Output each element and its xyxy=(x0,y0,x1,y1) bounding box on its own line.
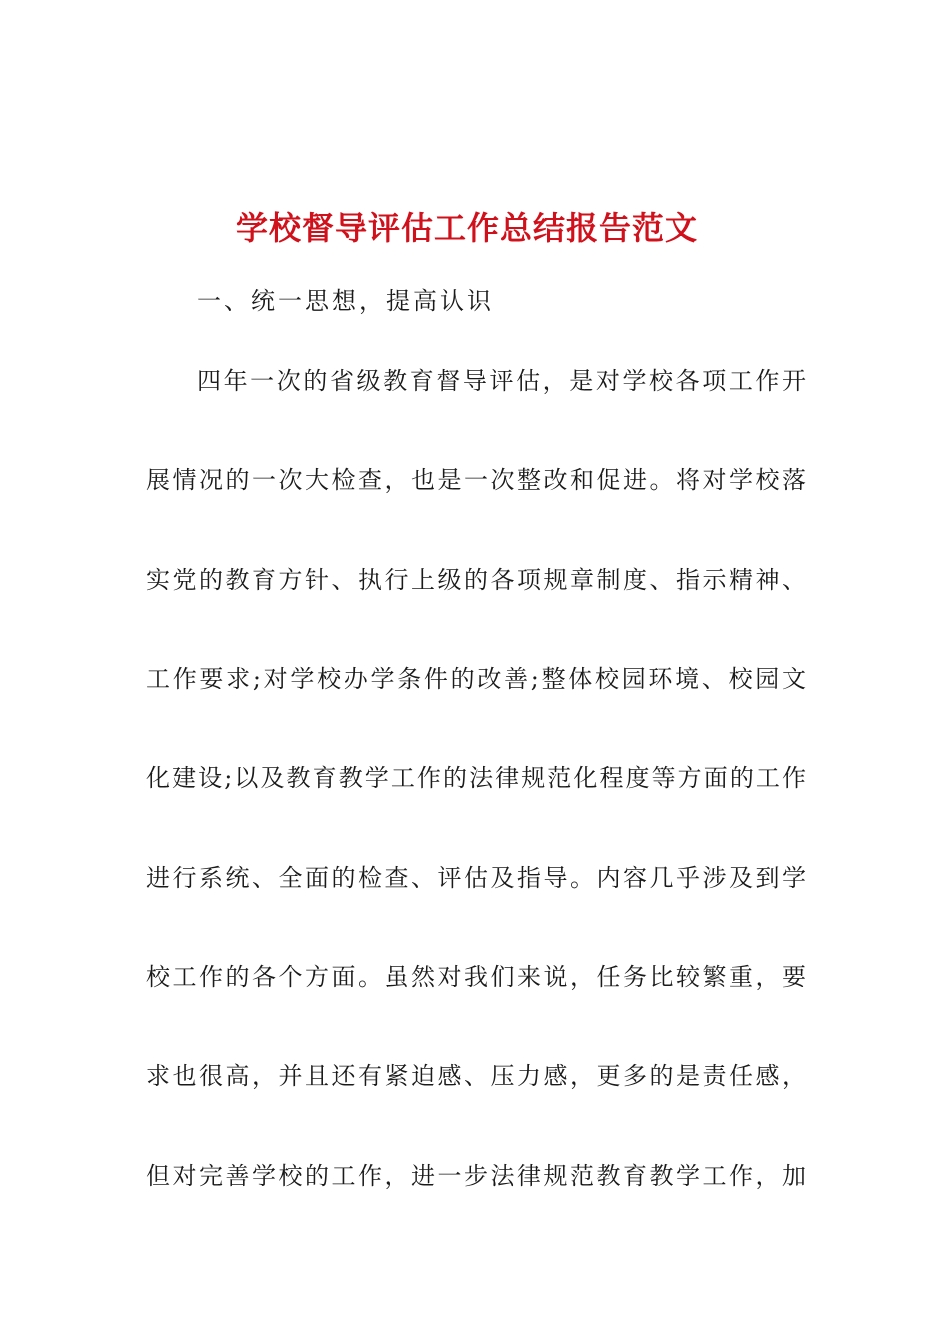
body-line: 求也很高，并且还有紧迫感、压力感，更多的是责任感， xyxy=(146,1062,806,1090)
body-line: 校工作的各个方面。虽然对我们来说，任务比较繁重，要 xyxy=(146,963,806,991)
body-line: 进行系统、全面的检查、评估及指导。内容几乎涉及到学 xyxy=(146,864,806,892)
section-heading: 一、统一思想，提高认识 xyxy=(197,287,494,315)
body-line: 化建设;以及教育教学工作的法律规范化程度等方面的工作 xyxy=(146,764,806,792)
body-line: 展情况的一次大检查，也是一次整改和促进。将对学校落 xyxy=(146,466,806,494)
body-line: 但对完善学校的工作，进一步法律规范教育教学工作，加 xyxy=(146,1162,806,1190)
body-line: 工作要求;对学校办学条件的改善;整体校园环境、校园文 xyxy=(146,665,806,693)
document-title: 学校督导评估工作总结报告范文 xyxy=(235,209,698,247)
body-line: 四年一次的省级教育督导评估，是对学校各项工作开 xyxy=(197,367,806,395)
body-line: 实党的教育方针、执行上级的各项规章制度、指示精神、 xyxy=(146,566,806,594)
